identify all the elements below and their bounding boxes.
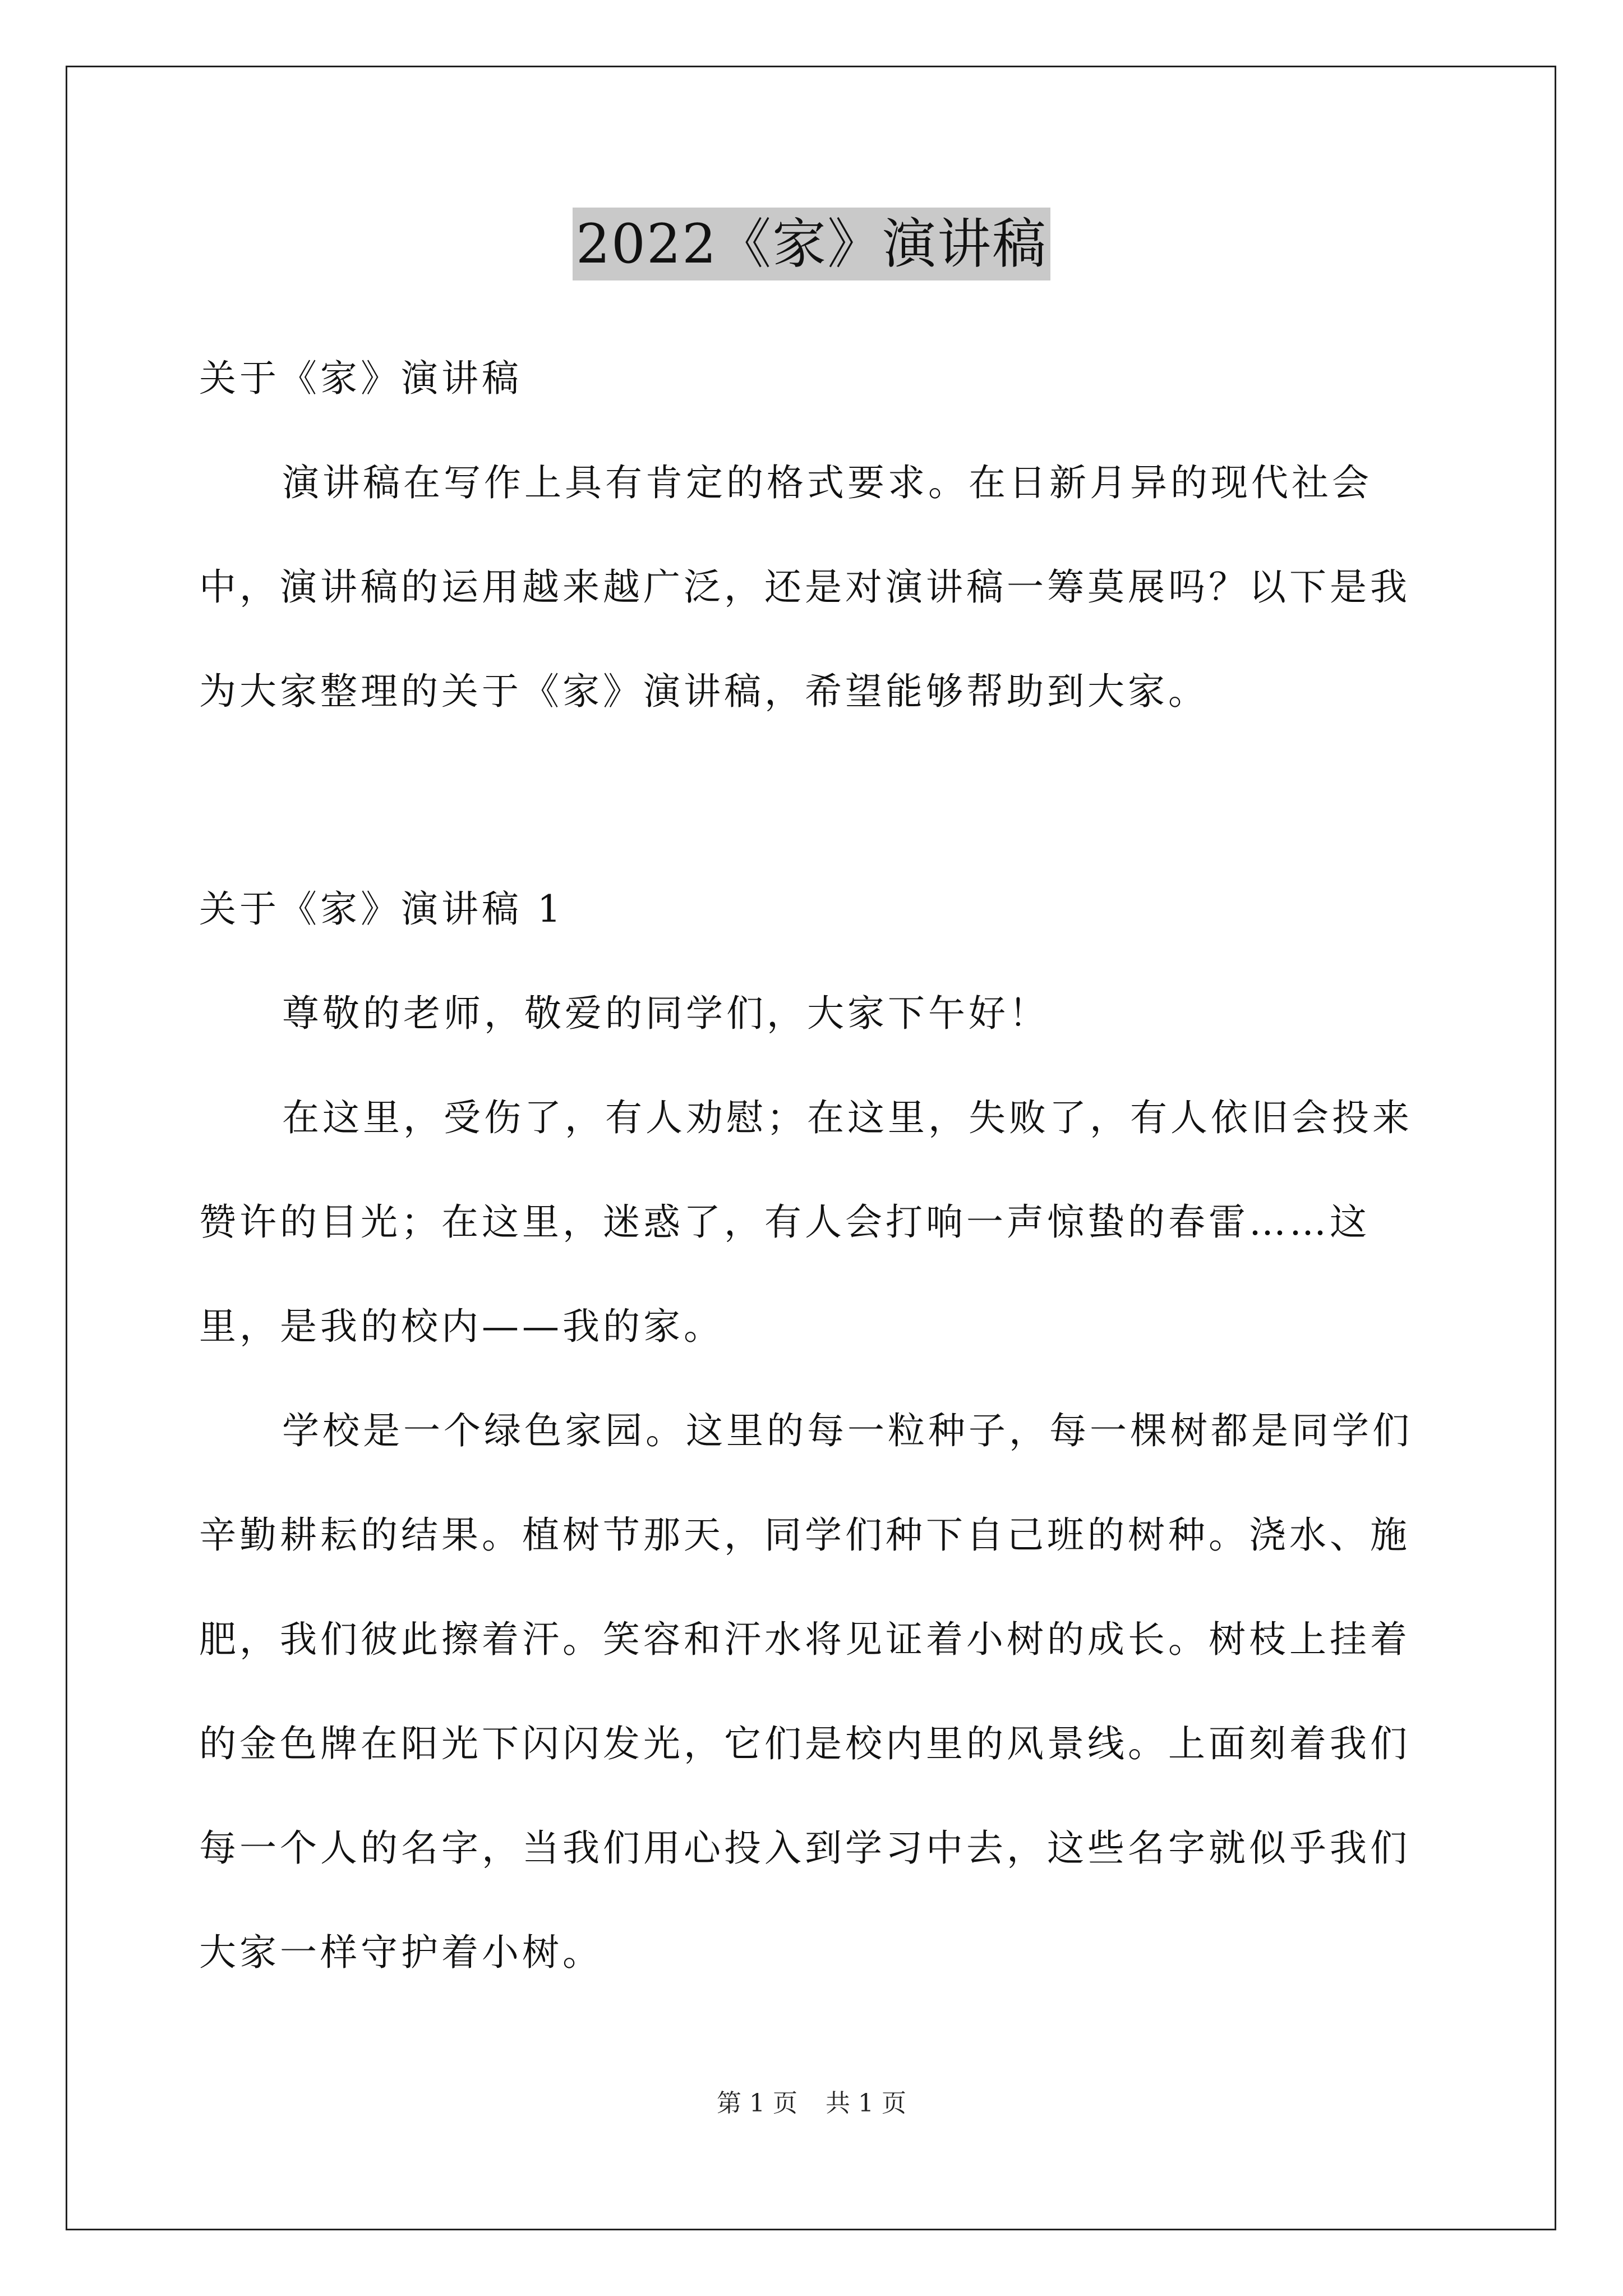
subtitle: 关于《家》演讲稿: [199, 357, 522, 400]
body-section: [199, 857, 1450, 2005]
title-area: [0, 208, 1623, 280]
body-paragraph-3: 学校是一个绿色家园。这里的每一粒种子，每一棵树都是同学们辛勤耕耘的结果。植树节那天，同学们种下自己班的树种。浇水、施肥，我们彼此擦着汗。笑容和汗水将见证着小树的成长。树枝上挂着的金色牌在阳光下闪闪发光，它们是校内里的风景线。上面刻着我们每一个人的名字，当我们用心投入到学习中去，这些名字就似乎我们大家一样守护着小树。: [199, 1409, 1413, 1974]
page-footer: [0, 2087, 1623, 2120]
page-total: 共 1 页: [826, 2089, 906, 2118]
body-paragraph-1: 尊敬的老师，敬爱的同学们，大家下午好！: [282, 992, 1049, 1035]
document-title: 2022《家》演讲稿: [573, 208, 1050, 280]
intro-paragraph: 演讲稿在写作上具有肯定的格式要求。在日新月异的现代社会中，演讲稿的运用越来越广泛，还是对演讲稿一筹莫展吗？以下是我为大家整理的关于《家》演讲稿，希望能够帮助到大家。: [199, 461, 1410, 713]
page-number: 第 1 页: [717, 2089, 797, 2118]
intro-section: [199, 326, 1450, 744]
body-paragraph-2: 在这里，受伤了，有人劝慰；在这里，失败了，有人依旧会投来赞许的目光；在这里，迷惑了，有人会打响一声惊蛰的春雷……这里，是我的校内——我的家。: [199, 1096, 1413, 1348]
section-heading: 关于《家》演讲稿 1: [199, 887, 564, 931]
